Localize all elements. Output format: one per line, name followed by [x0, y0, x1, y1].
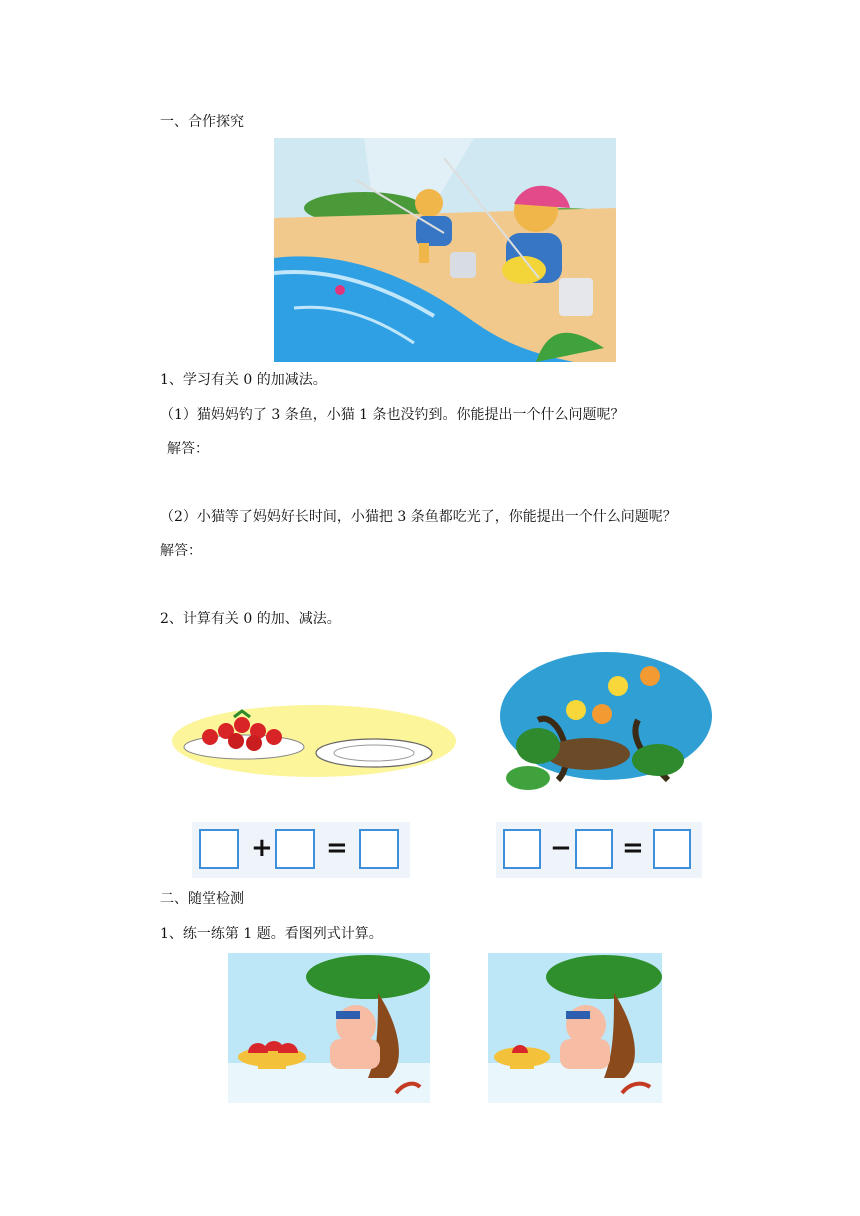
pig-with-watermelon-illustration-2	[488, 953, 662, 1103]
question-1-sub-1: （1）猫妈妈钓了 3 条鱼，小猫 1 条也没钓到。你能提出一个什么问题呢？	[160, 407, 625, 423]
section-heading-cooperative: 一、合作探究	[160, 114, 244, 130]
answer-label-2: 解答：	[160, 543, 202, 559]
section-heading-quiz: 二、随堂检测	[160, 891, 244, 907]
question-2-title: 2、计算有关 0 的加、减法。	[160, 611, 341, 627]
equals-sign-right: =	[622, 833, 644, 863]
birds-and-nest-illustration	[498, 650, 714, 796]
strawberries-and-empty-plate-illustration	[170, 695, 458, 781]
addition-equation-template	[192, 822, 410, 878]
pig-with-watermelon-illustration-1	[228, 953, 430, 1103]
plus-sign: +	[251, 833, 273, 863]
equals-sign-left: =	[326, 833, 348, 863]
fishing-cats-illustration	[274, 138, 616, 362]
question-1-title: 1、学习有关 0 的加减法。	[160, 372, 327, 388]
practice-question-1-title: 1、练一练第 1 题。看图列式计算。	[160, 926, 383, 942]
minus-sign: −	[550, 833, 572, 863]
answer-label-1: 解答：	[167, 441, 209, 457]
subtraction-equation-template	[496, 822, 702, 878]
question-1-sub-2: （2）小猫等了妈妈好长时间，小猫把 3 条鱼都吃光了，你能提出一个什么问题呢？	[160, 509, 677, 525]
